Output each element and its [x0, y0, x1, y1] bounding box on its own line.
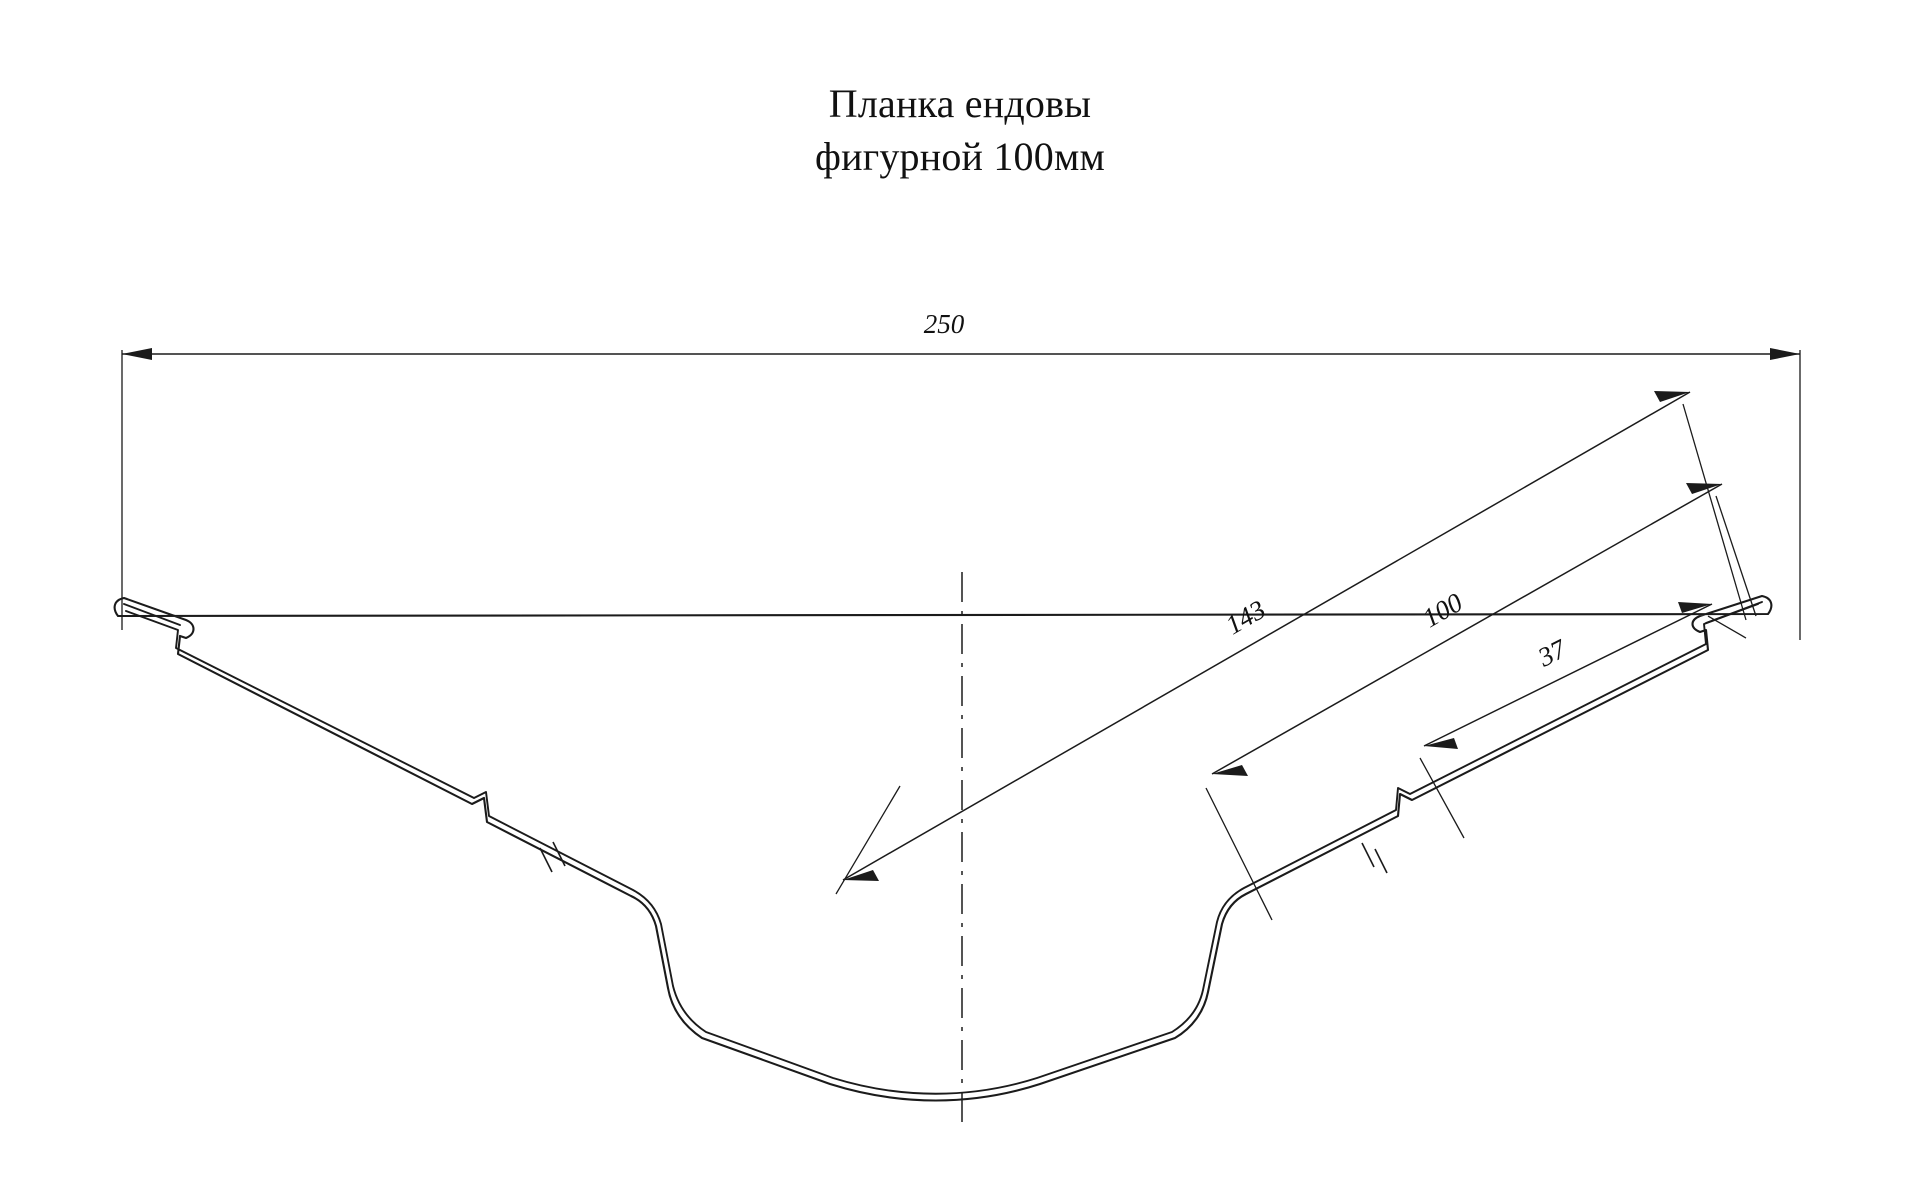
arrow-left-icon — [122, 348, 152, 360]
profile-outer-contour — [115, 596, 1772, 1101]
arrow-143-end-icon — [1654, 391, 1690, 402]
dim-label-100: 100 — [1417, 587, 1468, 634]
arrow-100-end-icon — [1686, 483, 1722, 494]
dim-label-37: 37 — [1533, 633, 1571, 673]
dimension-overall-250 — [122, 348, 1800, 640]
dimension-143 — [836, 391, 1746, 894]
title-line-1: Планка ендовы — [828, 81, 1092, 126]
dim-line-37 — [1424, 604, 1712, 746]
profile-inner-contour — [126, 604, 1758, 1094]
ext-line-100-end — [1716, 496, 1756, 616]
ext-line-100-start — [1206, 788, 1272, 920]
dimension-37 — [1420, 602, 1746, 838]
arrow-143-start-icon — [843, 870, 879, 881]
dimension-100 — [1206, 483, 1756, 920]
dim-line-100 — [1212, 484, 1722, 774]
ext-line-37-end — [1708, 616, 1746, 638]
arrow-right-icon — [1770, 348, 1800, 360]
dim-line-143 — [843, 392, 1690, 880]
dim-label-250: 250 — [923, 309, 965, 339]
dim-label-143: 143 — [1220, 594, 1271, 641]
title-line-2: фигурной 100мм — [815, 133, 1105, 179]
break-mark-right — [1362, 843, 1387, 873]
break-mark-left — [540, 842, 565, 872]
ext-line-143-end — [1683, 404, 1746, 620]
arrow-37-end-icon — [1678, 602, 1712, 613]
